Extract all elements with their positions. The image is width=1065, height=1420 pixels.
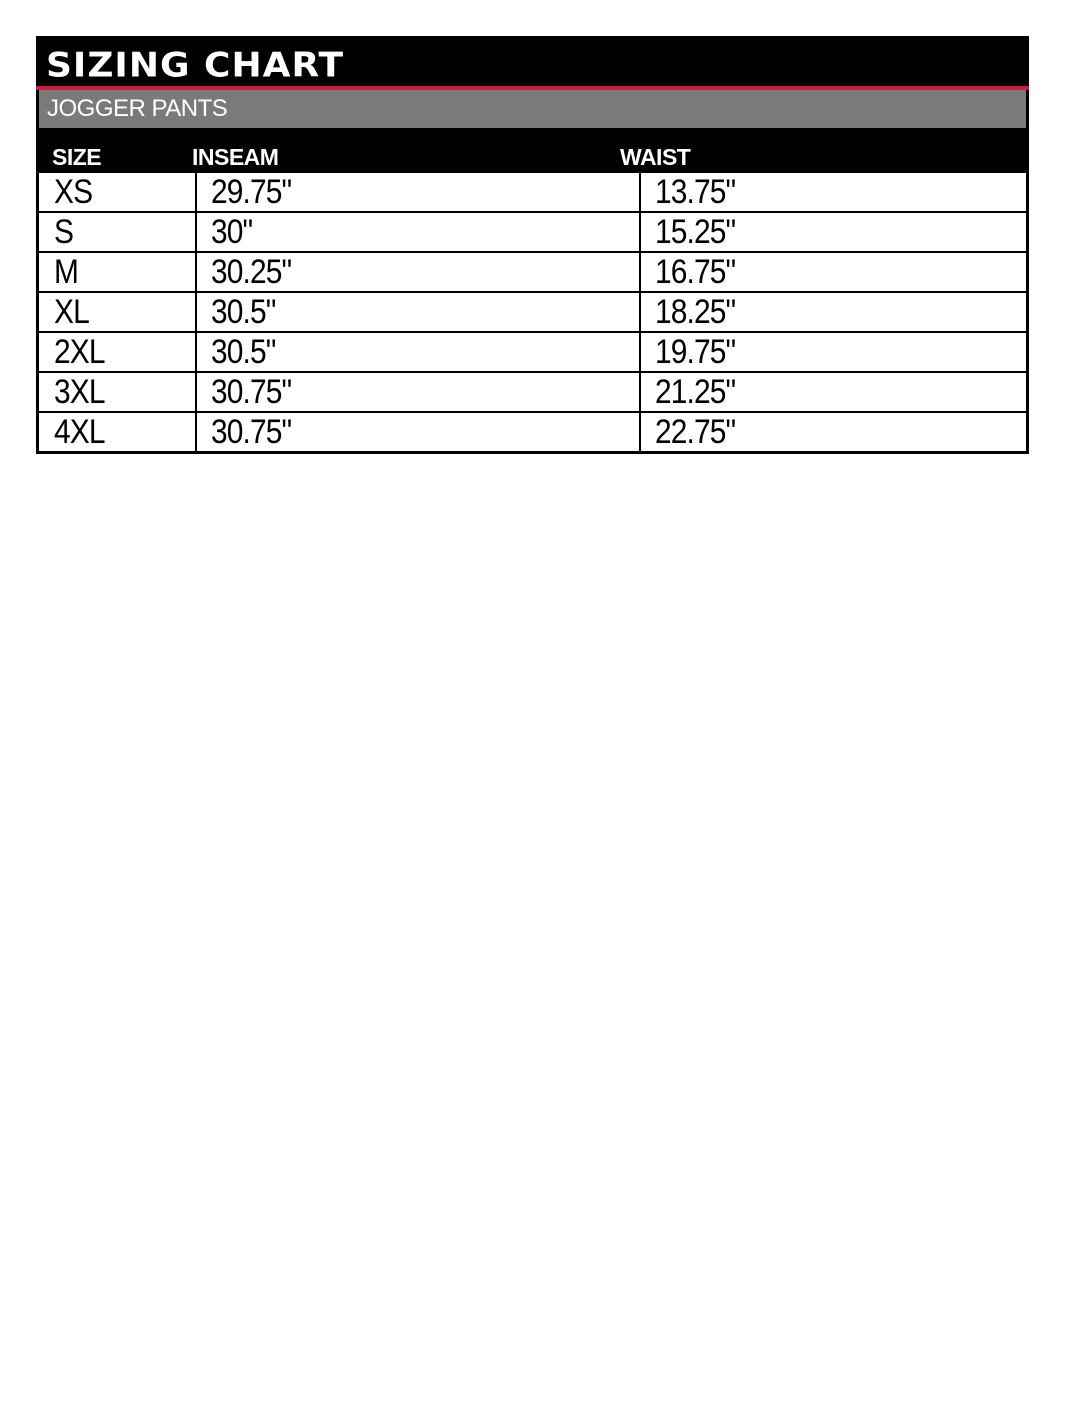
cell-inseam bbox=[196, 292, 640, 332]
cell-waist-text: 15.25" bbox=[655, 213, 736, 251]
cell-size bbox=[38, 332, 197, 372]
cell-inseam bbox=[196, 412, 640, 453]
cell-waist bbox=[640, 412, 1028, 453]
table-row bbox=[38, 212, 1028, 252]
cell-inseam bbox=[196, 372, 640, 412]
table-header bbox=[36, 128, 1029, 173]
cell-waist bbox=[640, 252, 1028, 292]
cell-size bbox=[38, 173, 197, 212]
cell-waist-text: 19.75" bbox=[655, 333, 736, 371]
cell-inseam-text: 29.75" bbox=[211, 173, 292, 211]
cell-size-text: M bbox=[54, 253, 79, 291]
cell-waist-text: 16.75" bbox=[655, 253, 736, 291]
cell-size-text: 3XL bbox=[54, 373, 105, 411]
table-row bbox=[38, 372, 1028, 412]
cell-size-text: XL bbox=[54, 293, 89, 331]
table-row bbox=[38, 332, 1028, 372]
table-row bbox=[38, 292, 1028, 332]
cell-inseam-text: 30" bbox=[211, 213, 253, 251]
cell-waist bbox=[640, 332, 1028, 372]
cell-inseam bbox=[196, 332, 640, 372]
table-row bbox=[38, 412, 1028, 453]
cell-inseam-text: 30.75" bbox=[211, 413, 292, 451]
cell-waist-text: 13.75" bbox=[655, 173, 736, 211]
cell-waist bbox=[640, 372, 1028, 412]
cell-waist-text: 22.75" bbox=[655, 413, 736, 451]
cell-inseam bbox=[196, 173, 640, 212]
cell-inseam-text: 30.5" bbox=[211, 293, 276, 331]
cell-waist bbox=[640, 292, 1028, 332]
column-header-size: SIZE bbox=[52, 144, 102, 170]
sizing-table bbox=[36, 173, 1029, 454]
cell-inseam-text: 30.75" bbox=[211, 373, 292, 411]
cell-inseam-text: 30.25" bbox=[211, 253, 292, 291]
cell-inseam bbox=[196, 212, 640, 252]
sizing-chart bbox=[36, 36, 1029, 454]
table-row bbox=[38, 252, 1028, 292]
cell-size-text: 2XL bbox=[54, 333, 105, 371]
cell-size bbox=[38, 212, 197, 252]
column-header-inseam: INSEAM bbox=[192, 144, 279, 170]
cell-size bbox=[38, 372, 197, 412]
cell-inseam-text: 30.5" bbox=[211, 333, 276, 371]
cell-size bbox=[38, 252, 197, 292]
chart-title: SIZING CHART bbox=[46, 46, 345, 85]
cell-size bbox=[38, 292, 197, 332]
column-header-waist: WAIST bbox=[620, 144, 691, 170]
cell-size-text: 4XL bbox=[54, 413, 105, 451]
cell-inseam bbox=[196, 252, 640, 292]
cell-waist-text: 18.25" bbox=[655, 293, 736, 331]
cell-size-text: S bbox=[54, 213, 74, 251]
title-bar bbox=[36, 36, 1029, 86]
chart-subtitle: JOGGER PANTS bbox=[47, 95, 228, 122]
cell-waist-text: 21.25" bbox=[655, 373, 736, 411]
cell-waist bbox=[640, 173, 1028, 212]
cell-size bbox=[38, 412, 197, 453]
cell-size-text: XS bbox=[54, 173, 93, 211]
cell-waist bbox=[640, 212, 1028, 252]
subtitle-bar bbox=[36, 90, 1029, 128]
table-row bbox=[38, 173, 1028, 212]
